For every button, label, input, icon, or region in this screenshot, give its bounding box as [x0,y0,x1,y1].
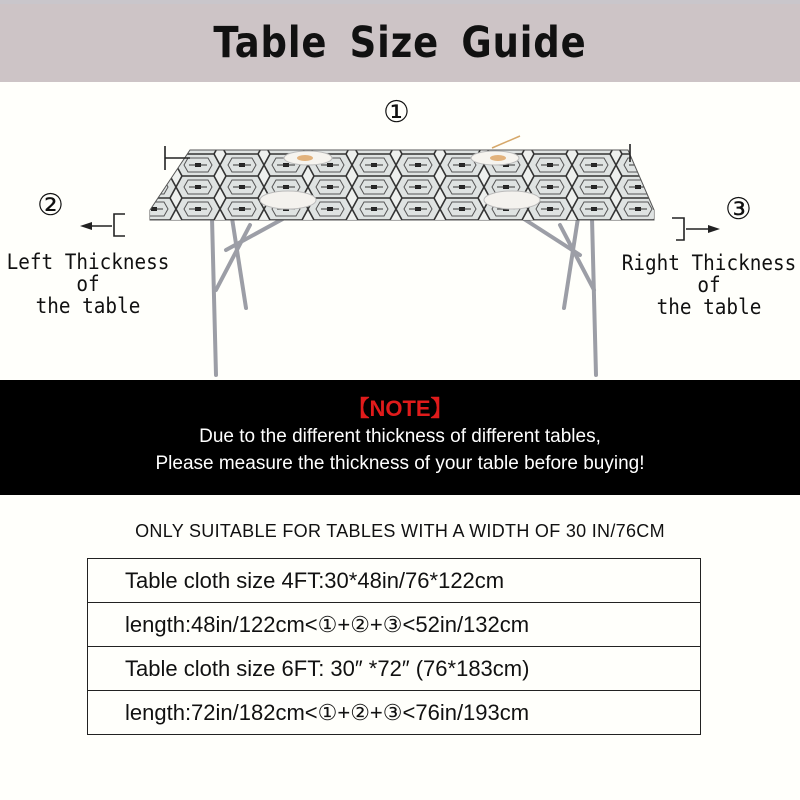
note-line-2: Please measure the thickness of your table before buying! [155,453,645,474]
marker-1-length: ① [383,95,410,130]
marker-3-right-thickness: ③ [725,192,752,227]
size-row-4ft: Table cloth size 4FT:30*48in/76*122cm [88,559,700,603]
note-banner [0,380,800,495]
tablecloth [150,150,654,220]
title-banner [0,0,800,82]
table-legs [212,210,596,375]
length-row-6ft: length:72in/182cm<①+②+③<76in/193cm [88,691,700,735]
page-title: Table Size Guide [213,18,587,68]
suitability-notice: ONLY SUITABLE FOR TABLES WITH A WIDTH OF 30 IN/76CM [135,521,665,541]
left-thickness-label: Left Thickness of the table [6,250,170,318]
note-title: 【NOTE】 [347,396,453,421]
right-thickness-label: Right Thickness of the table [621,251,797,319]
marker-2-left-thickness: ② [37,188,64,223]
size-table [87,558,701,735]
note-line-1: Due to the different thickness of different tables, [199,426,601,447]
length-row-4ft: length:48in/122cm<①+②+③<52in/132cm [88,603,700,647]
size-row-6ft: Table cloth size 6FT: 30″ *72″ (76*183cm) [88,647,700,691]
